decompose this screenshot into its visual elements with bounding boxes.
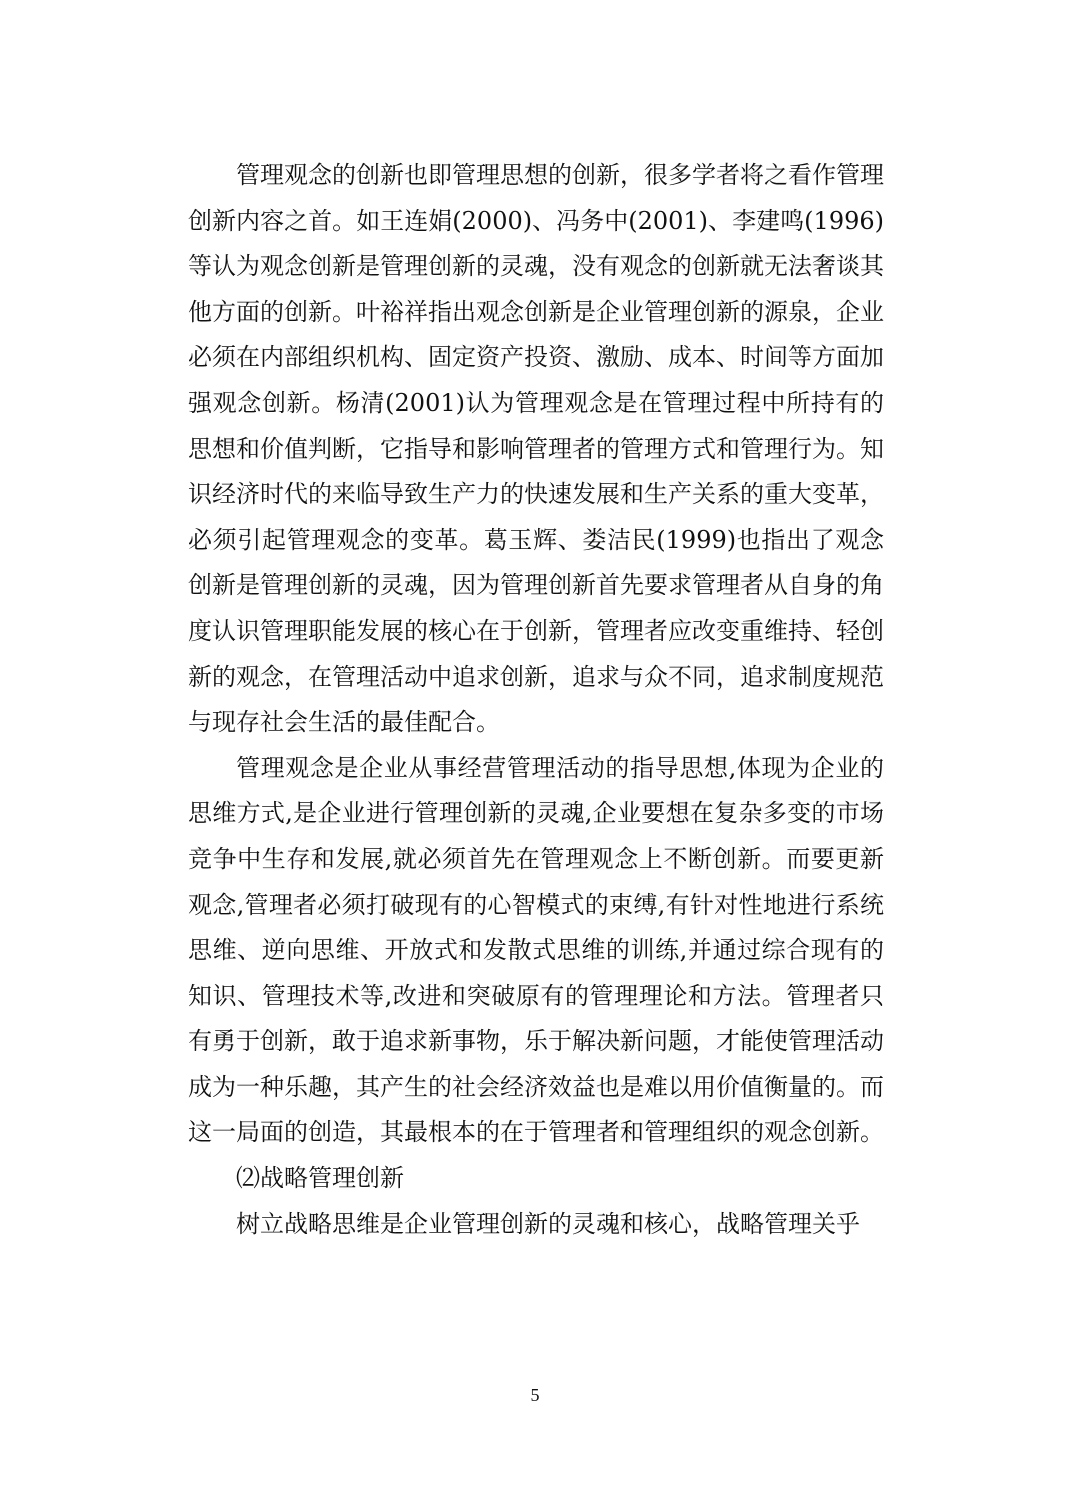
paragraph-management-concept-innovation: 管理观念的创新也即管理思想的创新，很多学者将之看作管理创新内容之首。如王连娟(2000)、冯务中(2001)、李建鸣(1996)等认为观念创新是管理创新的灵魂，没有观念的创新就无法奢谈其他方面的创新。叶裕祥指出观念创新是企业管理创新的源泉，企业必须在内部组织机构、固定资产投资、激励、成本、时间等方面加强观念创新。杨清(2001)认为管理观念是在管理过程中所持有的思想和价值判断，它指导和影响管理者的管理方式和管理行为。知识经济时代的来临导致生产力的快速发展和生产关系的重大变革，必须引起管理观念的变革。葛玉辉、娄洁民(1999)也指出了观念创新是管理创新的灵魂，因为管理创新首先要求管理者从自身的角度认识管理职能发展的核心在于创新，管理者应改变重维持、轻创新的观念，在管理活动中追求创新，追求与众不同，追求制度规范与现存社会生活的最佳配合。 (188, 161, 884, 737)
section-heading-strategic-management: ⑵战略管理创新 (236, 1164, 404, 1193)
page-number: 5 (530, 1385, 540, 1405)
paragraph-management-concept-guiding-thought: 管理观念是企业从事经营管理活动的指导思想,体现为企业的思维方式,是企业进行管理创新的灵魂,企业要想在复杂多变的市场竞争中生存和发展,就必须首先在管理观念上不断创新。而要更新观念,管理者必须打破现有的心智模式的束缚,有针对性地进行系统思维、逆向思维、开放式和发散式思维的训练,并通过综合现有的知识、管理技术等,改进和突破原有的管理理论和方法。管理者只有勇于创新，敢于追求新事物，乐于解决新问题，才能使管理活动成为一种乐趣，其产生的社会经济效益也是难以用价值衡量的。而这一局面的创造，其最根本的在于管理者和管理组织的观念创新。 (188, 753, 884, 1147)
body-text (188, 153, 884, 1247)
paragraph-strategic-thinking: 树立战略思维是企业管理创新的灵魂和核心，战略管理关乎 (236, 1209, 860, 1238)
